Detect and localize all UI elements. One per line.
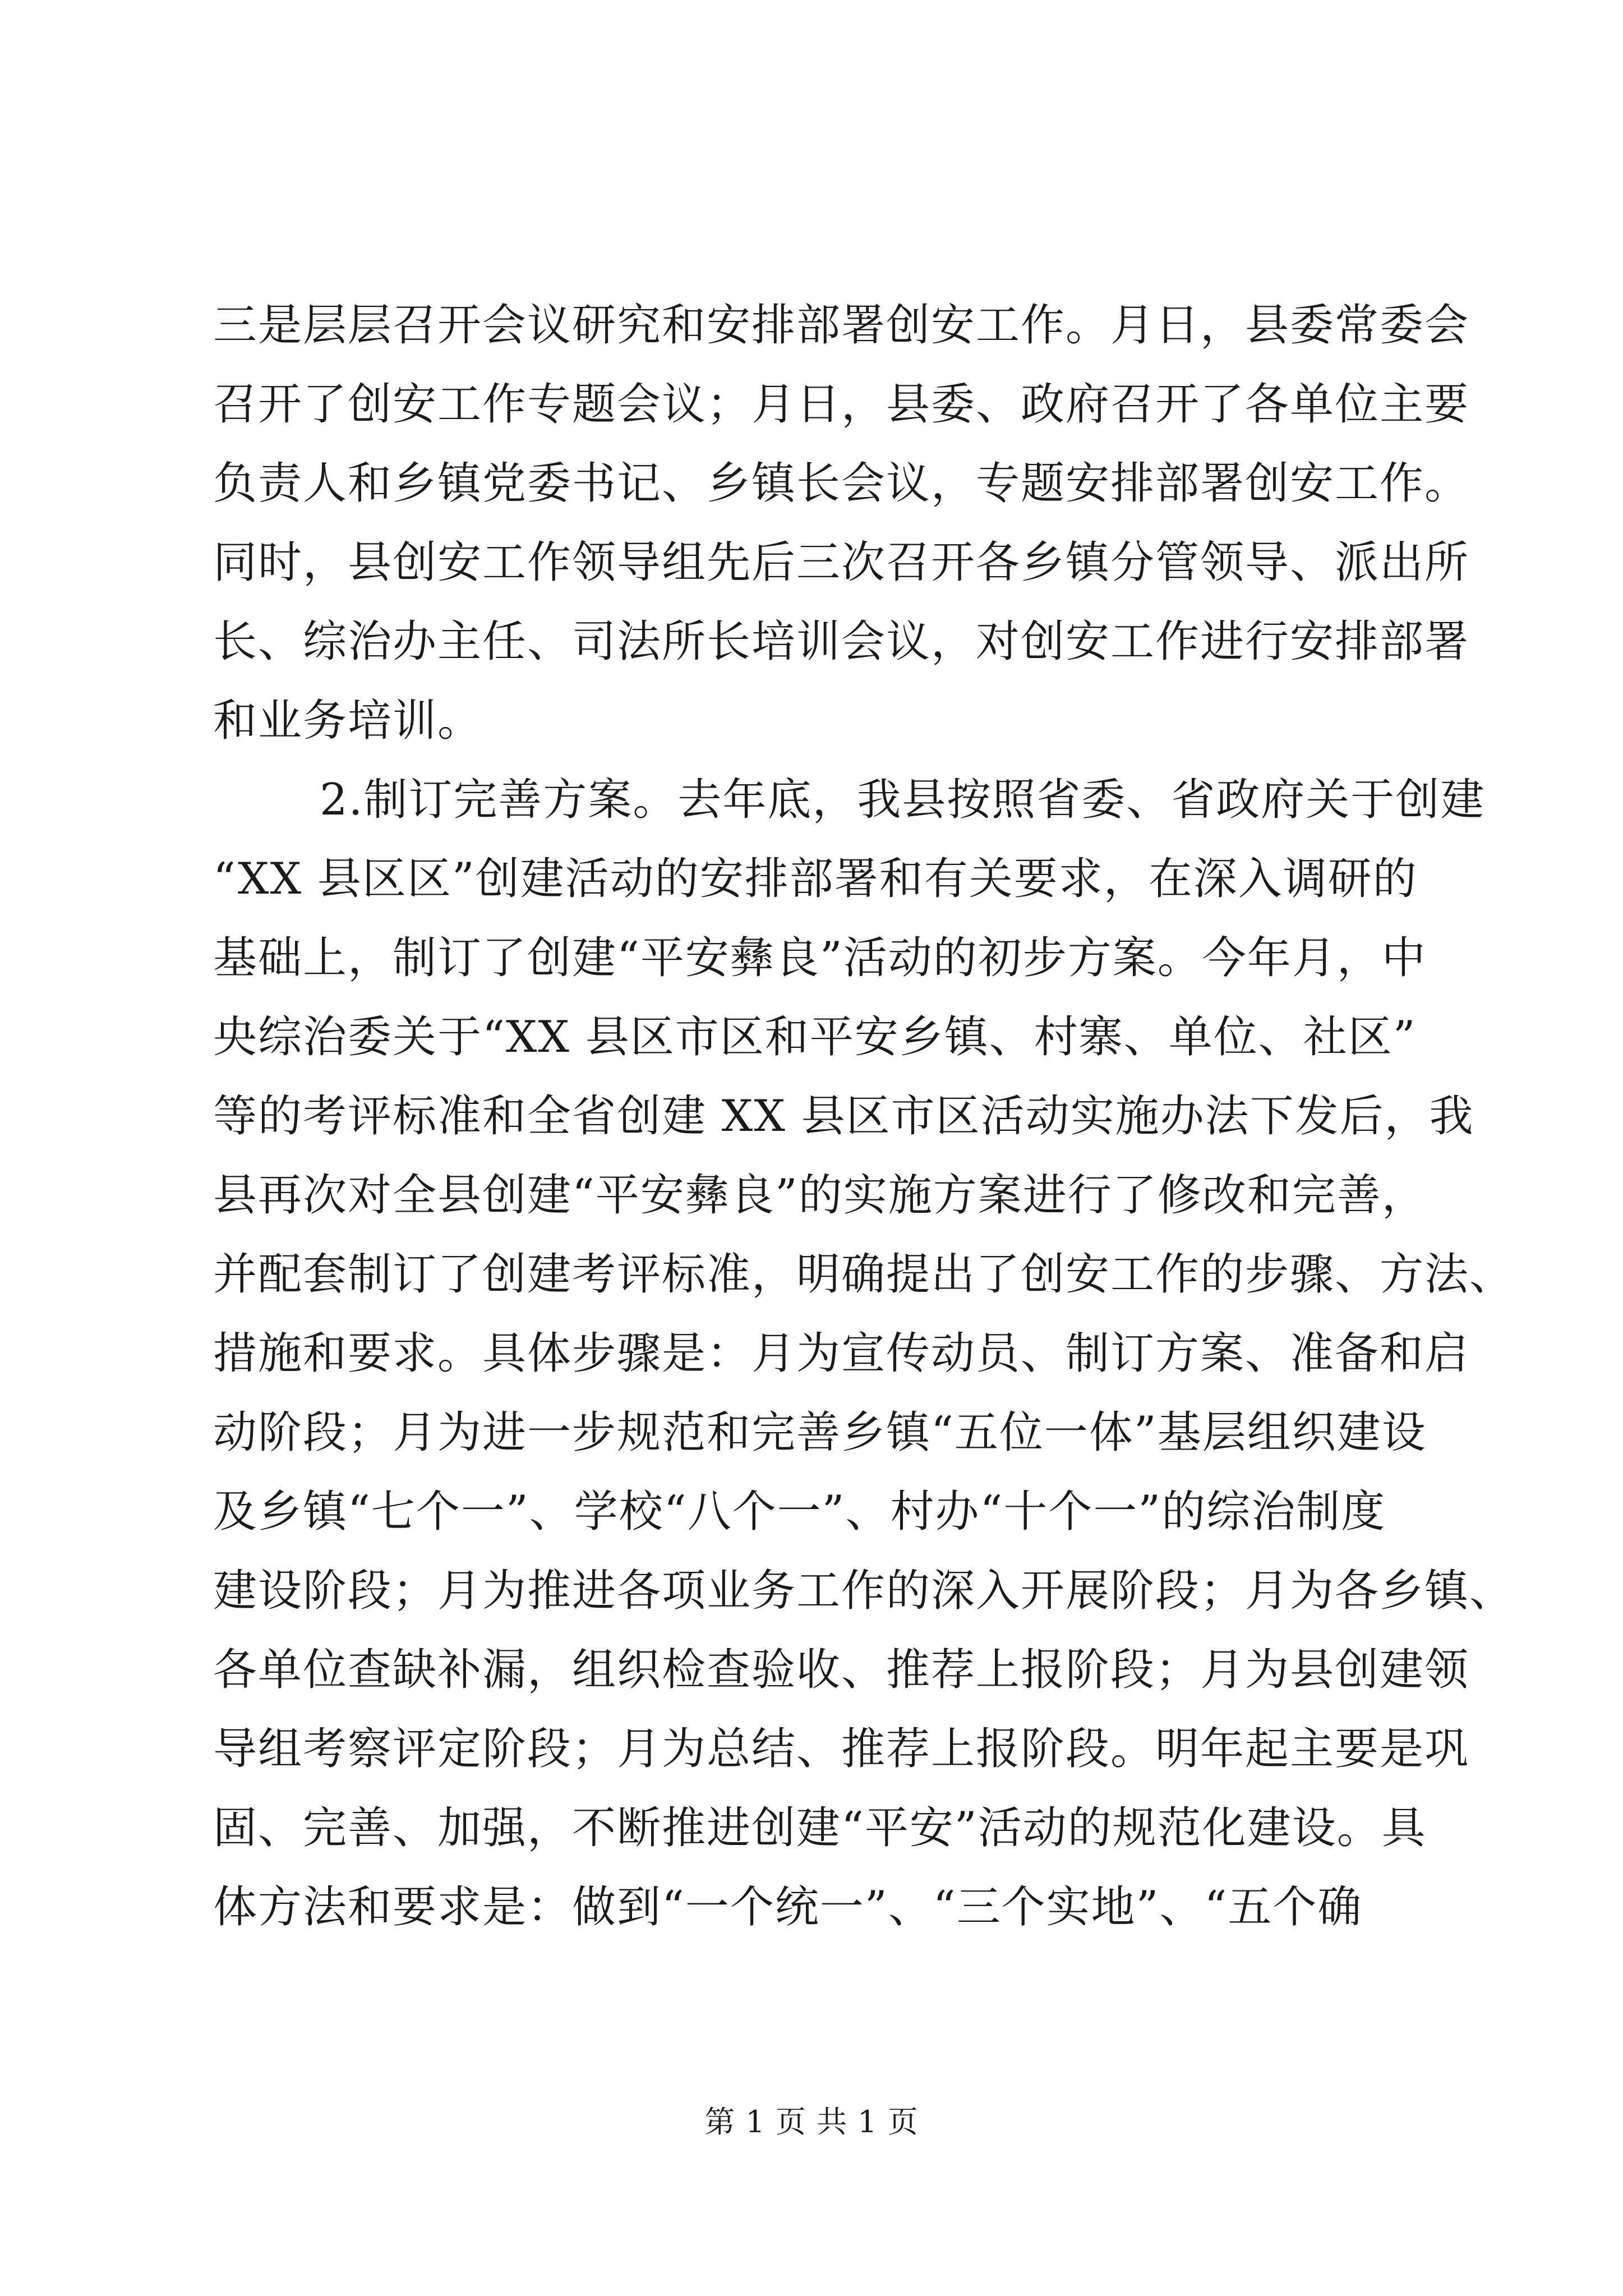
text-line: 央综治委关于“XX 县区市区和平安乡镇、村寨、单位、社区” <box>213 1012 1417 1062</box>
text-line: 基础上，制订了创建“平安彝良”活动的初步方案。今年月，中 <box>213 933 1427 983</box>
text-line: 召开了创安工作专题会议；月日，县委、政府召开了各单位主要 <box>213 379 1470 430</box>
text-line: 长、综治办主任、司法所长培训会议，对创安工作进行安排部署 <box>213 616 1470 667</box>
text-line: 固、完善、加强，不断推进创建“平安”活动的规范化建设。具 <box>213 1803 1427 1853</box>
page-footer: 第 1 页 共 1 页 <box>704 2104 919 2139</box>
text-line: “XX 县区区”创建活动的安排部署和有关要求，在深入调研的 <box>213 854 1418 904</box>
text-line: 各单位查缺补漏，组织检查验收、推荐上报阶段；月为县创建领 <box>213 1645 1470 1695</box>
text-line: 等的考评标准和全省创建 XX 县区市区活动实施办法下发后，我 <box>213 1091 1474 1142</box>
text-line: 动阶段；月为进一步规范和完善乡镇“五位一体”基层组织建设 <box>213 1407 1427 1458</box>
text-line: 措施和要求。具体步骤是：月为宣传动员、制订方案、准备和启 <box>213 1328 1470 1379</box>
body-text <box>213 286 1515 1947</box>
text-line: 负责人和乡镇党委书记、乡镇长会议，专题安排部署创安工作。 <box>213 458 1470 509</box>
text-line: 同时，县创安工作领导组先后三次召开各乡镇分管领导、派出所 <box>213 537 1470 588</box>
text-line: 导组考察评定阶段；月为总结、推荐上报阶段。明年起主要是巩 <box>213 1724 1470 1774</box>
text-line: 建设阶段；月为推进各项业务工作的深入开展阶段；月为各乡镇、 <box>213 1566 1515 1616</box>
text-line: 体方法和要求是：做到“一个统一”、“三个实地”、“五个确 <box>213 1882 1363 1932</box>
text-line: 三是层层召开会议研究和安排部署创安工作。月日，县委常委会 <box>213 300 1470 351</box>
text-line: 县再次对全县创建“平安彝良”的实施方案进行了修改和完善， <box>213 1170 1427 1221</box>
text-line: 并配套制订了创建考评标准，明确提出了创安工作的步骤、方法、 <box>213 1249 1515 1300</box>
paragraph-start-line: 2.制订完善方案。去年底，我县按照省委、省政府关于创建 <box>320 775 1486 825</box>
text-line: 和业务培训。 <box>213 696 483 746</box>
text-line: 及乡镇“七个一”、学校“八个一”、村办“十个一”的综治制度 <box>213 1487 1386 1537</box>
